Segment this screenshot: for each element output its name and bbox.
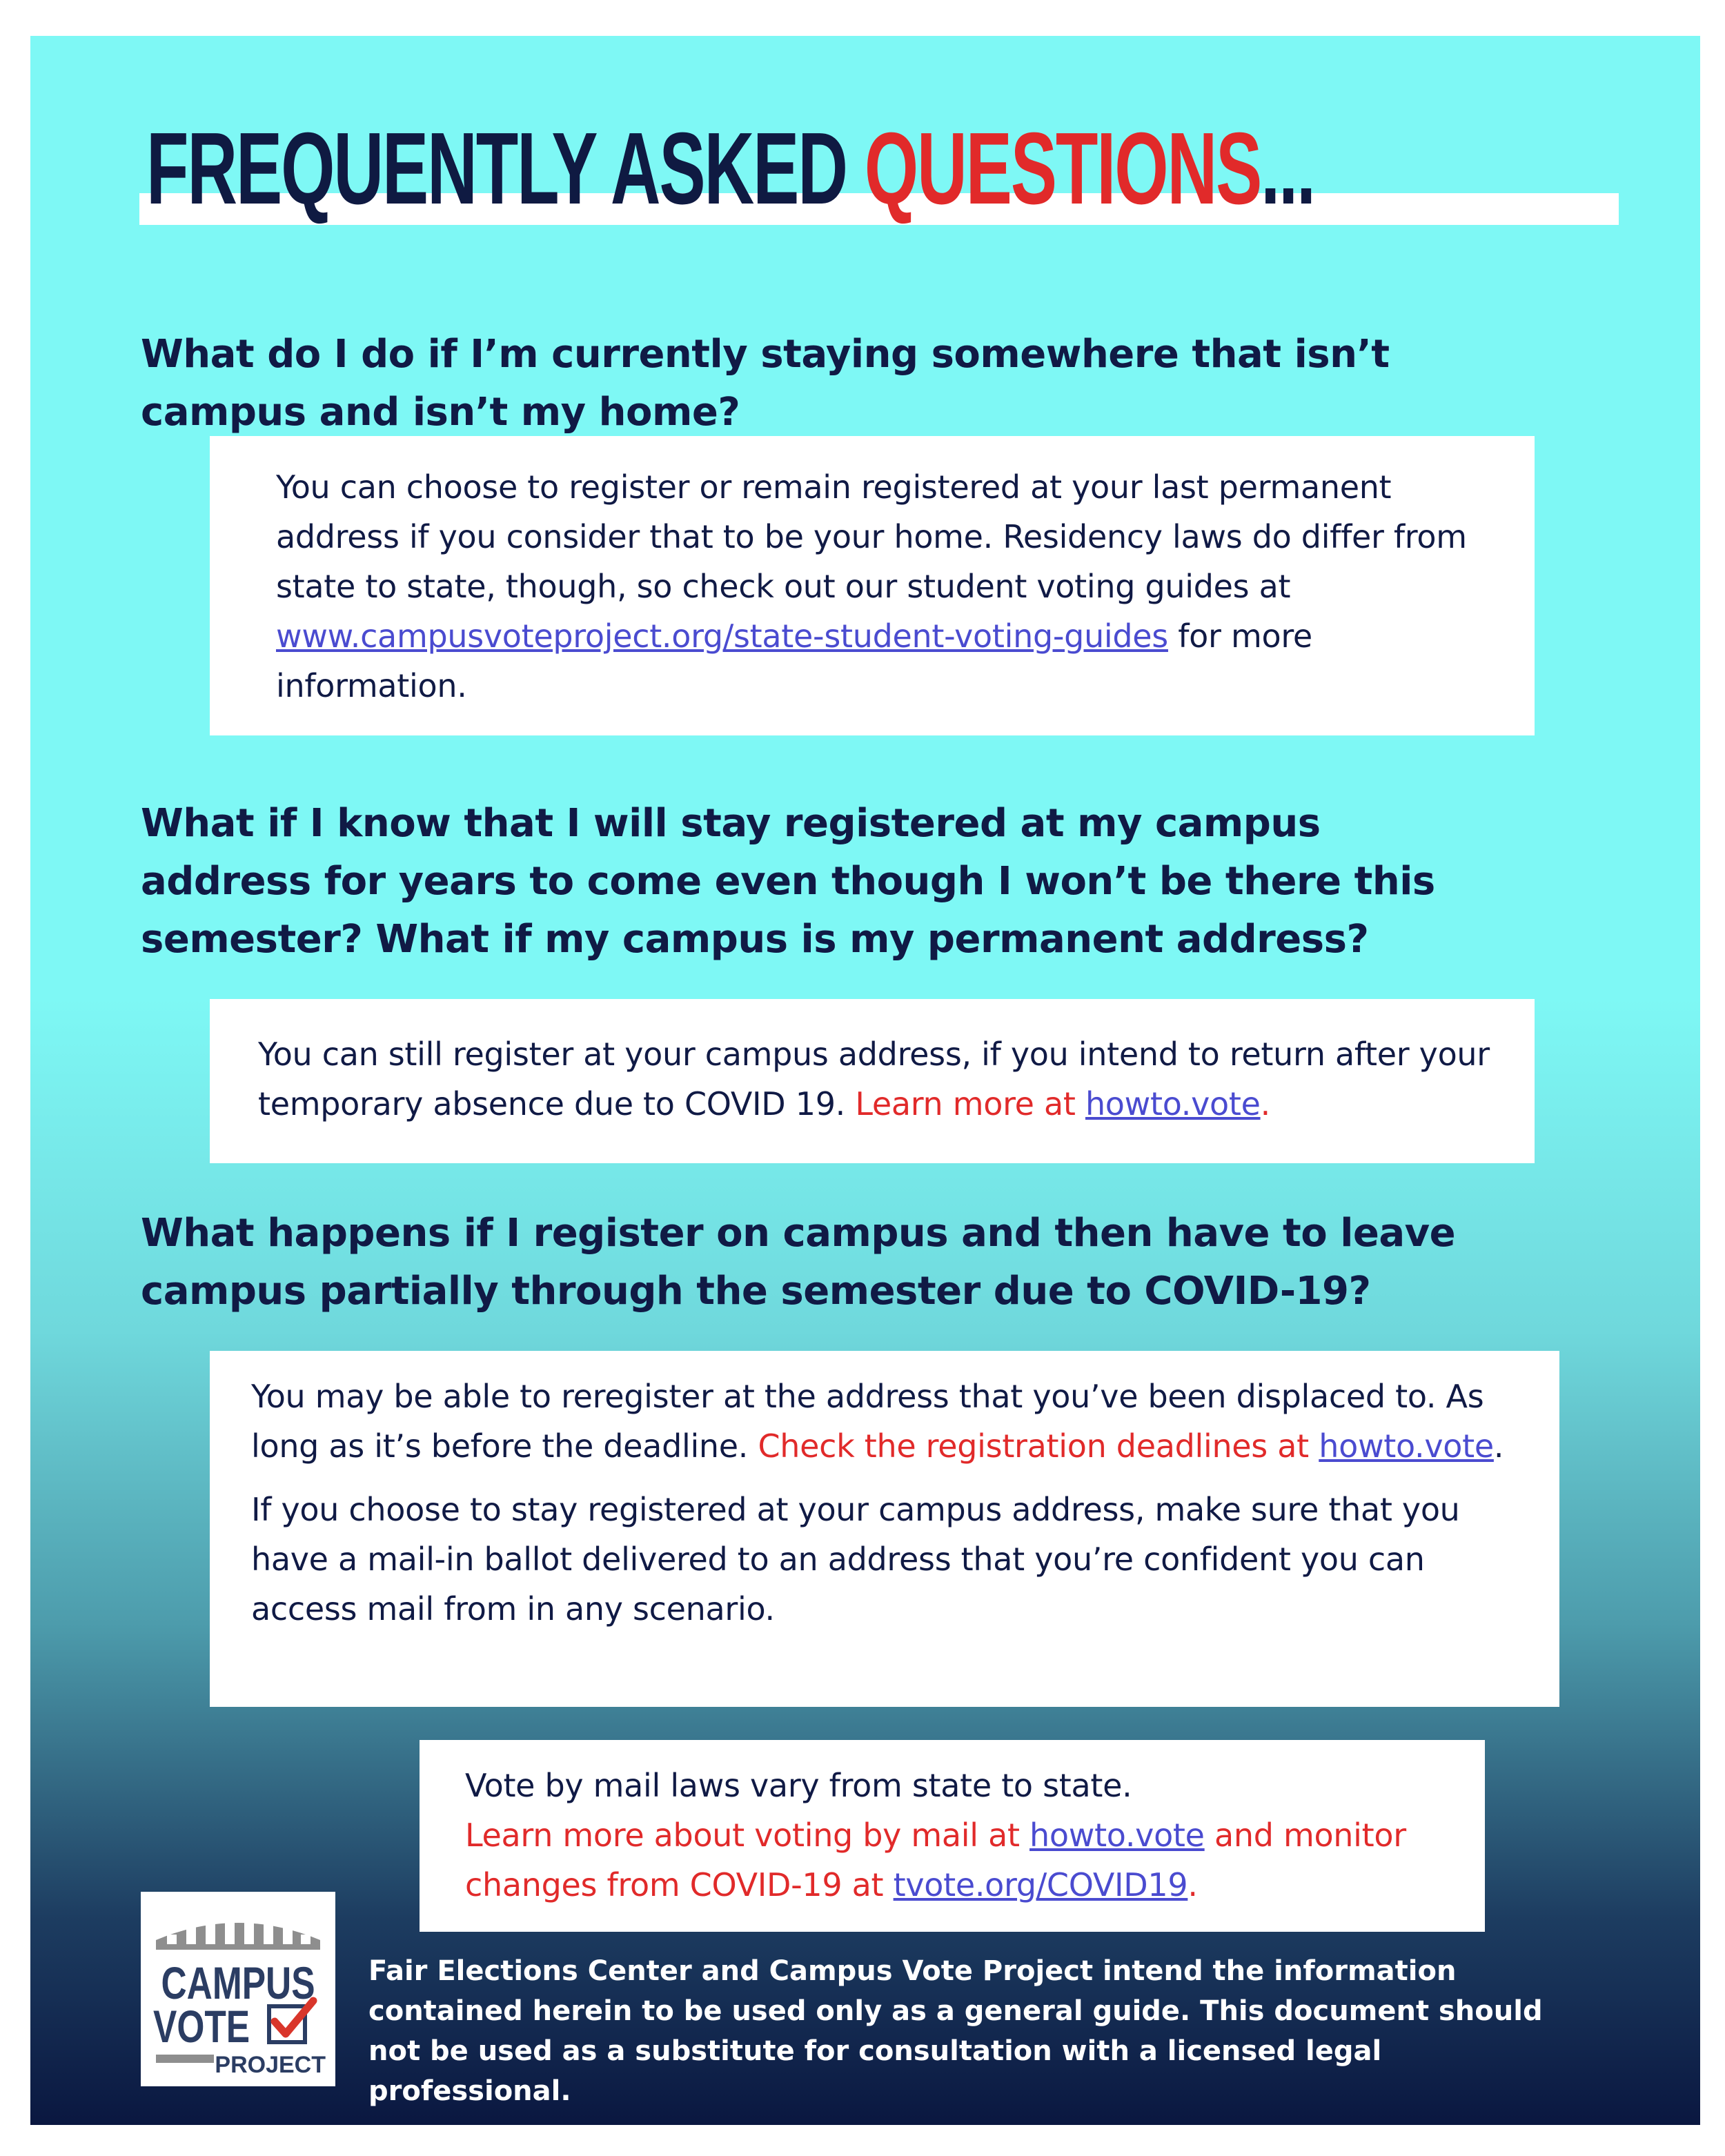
vote-by-mail-line: Vote by mail laws vary from state to state.	[465, 1767, 1132, 1804]
page-title	[146, 112, 1315, 226]
vote-by-mail-box	[420, 1740, 1485, 1932]
vote-by-mail-red-b: and monitor changes from COVID-19 at	[465, 1817, 1406, 1903]
faq-answer-3	[210, 1351, 1559, 1707]
vote-by-mail-text	[465, 1761, 1457, 1910]
faq-answer-1-text	[276, 462, 1472, 711]
faq-answer-2	[210, 999, 1535, 1163]
logo-word-campus: CAMPUS	[161, 1957, 315, 2009]
answer-3-body: You may be able to reregister at the address that you’ve been displaced to. As long as it’s before the deadline.	[251, 1378, 1484, 1465]
answer-2-red-text: Learn more at	[855, 1085, 1085, 1122]
logo-word-project: PROJECT	[215, 2052, 326, 2078]
legal-disclaimer: Fair Elections Center and Campus Vote Project intend the information contained herein to be used only as a general guide. This document should not be used as a substitute for consultation with a licensed legal professional.	[368, 1955, 1543, 2107]
logo-word-vote: VOTE	[153, 2000, 250, 2053]
faq-answer-1	[210, 436, 1535, 735]
faq-answer-3-text	[251, 1372, 1532, 1471]
logo-graphic	[141, 1892, 335, 2086]
vote-by-mail-red-tail: .	[1187, 1866, 1198, 1903]
faq-answer-2-text	[258, 1029, 1493, 1129]
faq-poster	[30, 36, 1700, 2125]
campus-vote-project-logo	[141, 1892, 335, 2086]
faq-answer-3-paragraph-2: If you choose to stay registered at your campus address, make sure that you have a mail-in ballot delivered to an address that you’re confident you can access mail from in any scenario.	[251, 1491, 1460, 1628]
answer-2-red-tail: .	[1260, 1085, 1270, 1122]
howto-vote-link[interactable]: howto.vote	[1085, 1085, 1261, 1122]
answer-1-body: You can choose to register or remain registered at your last permanent address if you consider that to be your home. Residency laws do differ from state to state, though, so check out our student voting guides at	[276, 468, 1467, 605]
answer-3-tail: .	[1493, 1427, 1504, 1465]
faq-question-2: What if I know that I will stay registered at my campus address for years to come even though I won’t be there this semester? What if my campus is my permanent address?	[141, 801, 1435, 962]
state-voting-guides-link[interactable]: www.campusvoteproject.org/state-student-voting-guides	[276, 617, 1168, 655]
logo-grey-bar	[156, 2055, 214, 2063]
tvote-covid19-link[interactable]: tvote.org/COVID19	[893, 1866, 1188, 1903]
title-ellipsis: ...	[1261, 112, 1315, 226]
checkbox-icon	[269, 2001, 313, 2042]
title-accent: QUESTIONS	[864, 112, 1261, 226]
answer-1-tail: for more information.	[276, 617, 1312, 704]
faq-question-3: What happens if I register on campus and then have to leave campus partially through the semester due to COVID-19?	[141, 1211, 1456, 1314]
title-main: FREQUENTLY ASKED	[146, 112, 865, 226]
capitol-building-icon	[156, 1918, 320, 1950]
howto-vote-deadlines-link[interactable]: howto.vote	[1319, 1427, 1494, 1465]
faq-question-1: What do I do if I’m currently staying somewhere that isn’t campus and isn’t my home?	[141, 332, 1390, 435]
howto-vote-mail-link[interactable]: howto.vote	[1029, 1817, 1205, 1854]
answer-2-body: You can still register at your campus address, if you intend to return after your temporary absence due to COVID 19.	[258, 1036, 1490, 1122]
answer-3-red-text: Check the registration deadlines at	[758, 1427, 1319, 1465]
vote-by-mail-red-a: Learn more about voting by mail at	[465, 1817, 1030, 1854]
